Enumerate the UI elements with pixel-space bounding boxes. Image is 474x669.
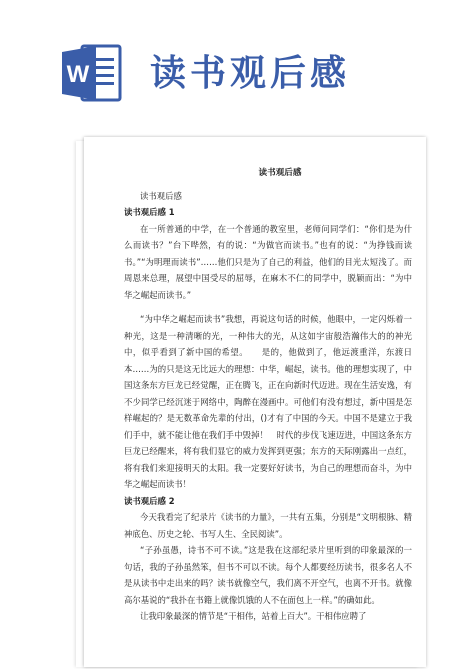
word-icon-letter: W <box>66 61 90 88</box>
paragraph-5: 让我印象最深的情节是“干相伟，站着上百大”。干相伟应聘了 <box>140 611 367 621</box>
header-title: 读书观后感 <box>150 53 351 94</box>
paragraph-3: 今天我看完了纪录片《读书的力量》，一共有五集，分别是“文明根脉、精神底色、历史之轮、书写人生、全民阅读”。 <box>124 512 412 539</box>
word-document-icon <box>62 42 122 104</box>
document-body <box>124 165 412 625</box>
document-subtitle: 读书观后感 <box>140 190 182 201</box>
section-heading-2: 读书观后感 2 <box>124 495 175 506</box>
document-title: 读书观后感 <box>258 168 302 178</box>
paragraph-2: “为中华之崛起而读书”我想，再说这句话的时候，他眼中，一定闪烁着一种光，这是一种清晰的光，一种伟大的光，从这如宇宙般浩瀚伟大的的神光中，似乎看到了新中国的希望。 是的，他做到了，他远渡重洋，东渡日本……为的只是这无比远大的理想：中华，崛起，读书。他的理想实现了，中国这条东方巨龙已经觉醒，正在腾飞，正在向新时代迈进。现在生活安逸，有不少同学已经沉迷于网络中，陶醉在漫画中。可他们有没有想过，新中国是怎样崛起的？是无数革命先辈的付出，()才有了中国的今天。中国不是建立于我们手中，就不能让他在我们手中毁掉！ 时代的步伐飞速迈进，中国这条东方巨龙已经醒来，将有我们显它的威力发挥到更强；东方的天际刚露出一点红，将有我们来迎接明天的太阳。我一定要好好读书，为自己的理想而奋斗，为中华之崛起而读书！ <box>124 314 412 489</box>
paragraph-1: 在一所普通的中学，在一个普通的教室里，老师问同学们：“你们是为什么而读书？”台下哗然，有的说：“为做官而读书。”也有的说：“为挣钱而读书。”“为明理而读书”……他们只是为了自己的利益，他们的目光太短浅了。而周恩来总理，展望中国受尽的屈辱，在麻木不仁的同学中，脱颖而出：“为中华之崛起而读书。” <box>124 223 412 300</box>
page-header <box>0 0 474 140</box>
section-heading-1: 读书观后感 1 <box>124 207 175 217</box>
paragraph-4: “子孙虽愚，诗书不可不读。”这是我在这部纪录片里听到的印象最深的一句话，我的子孙虽然笨，但书不可以不读。每个人都要经历读书，很多名人不是从读书中走出来的吗？读书就像空气，我们离不开空气，也离不开书。就像高尔基说的“我扑在书籍上就像饥饿的人不在面包上一样。”的确如此。 <box>124 545 412 605</box>
